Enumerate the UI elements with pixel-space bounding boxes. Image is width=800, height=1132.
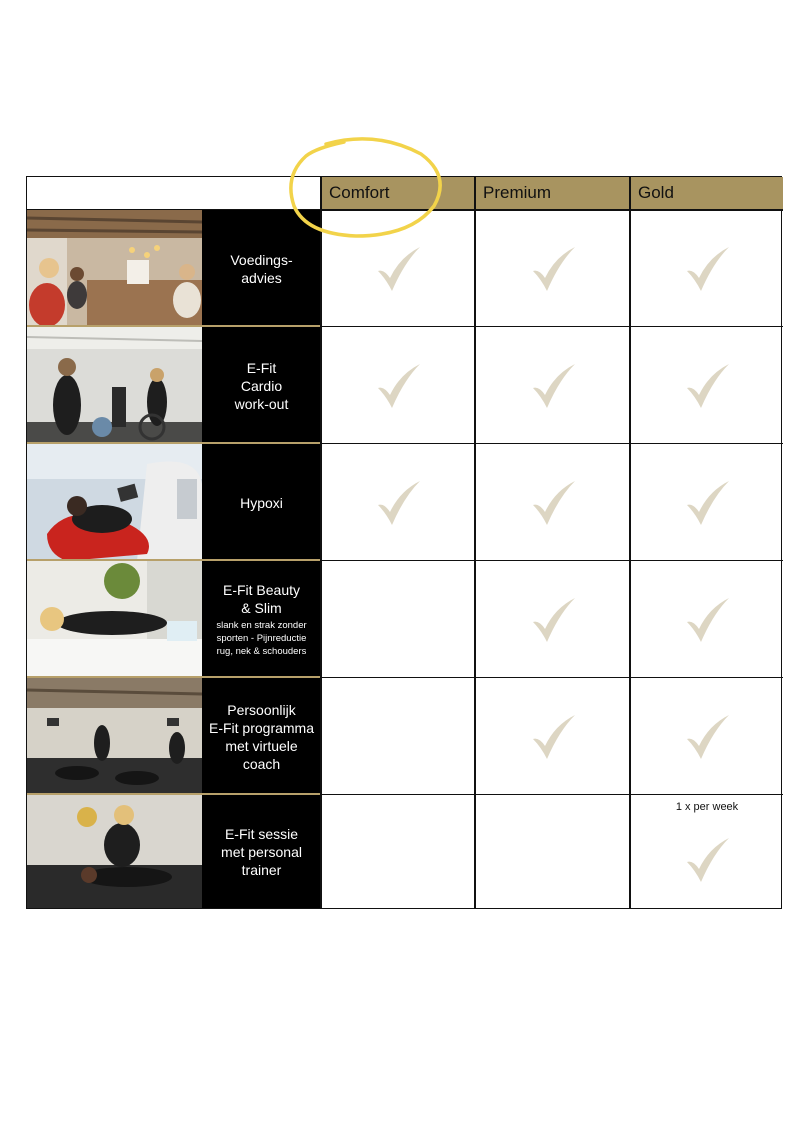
- feature-beauty-slim: E-Fit Beauty & Slim: [222, 582, 301, 616]
- header-blank-cell: [27, 177, 321, 209]
- pricing-comparison-table: [26, 176, 782, 909]
- feature-hypoxi: Hypoxi: [240, 494, 283, 511]
- row-label: [202, 678, 321, 795]
- checkmark-icon-gold: [683, 836, 731, 884]
- photo-hypoxi: [27, 444, 202, 561]
- checkmark-icon-comfort: [374, 479, 422, 527]
- highlight-circle: [286, 136, 446, 241]
- checkmark-icon-comfort: [374, 245, 422, 293]
- row-label: [202, 327, 321, 444]
- table-row: [27, 561, 783, 678]
- header-gold: Gold: [630, 177, 783, 209]
- photo-meeting: [27, 210, 202, 327]
- photo-personal-trainer: [27, 795, 202, 908]
- feature-beauty-slim-description: slank en strak zonder sporten - Pijnreductie rug, nek & schouders: [216, 620, 307, 657]
- feature-voedingsadvies: Voedings- advies: [230, 251, 293, 286]
- feature-personal-trainer: E-Fit sessie met personal trainer: [221, 825, 302, 878]
- photo-virtual-coach: [27, 678, 202, 795]
- checkmark-icon-premium: [529, 362, 577, 410]
- checkmark-icon-premium: [529, 245, 577, 293]
- checkmark-icon-gold: [683, 362, 731, 410]
- feature-cardio: E-Fit Cardio work-out: [234, 359, 289, 412]
- row-label: [202, 795, 321, 908]
- checkmark-icon-gold: [683, 479, 731, 527]
- photo-cardio: [27, 327, 202, 444]
- table-row: [27, 678, 783, 795]
- row-label: [202, 444, 321, 561]
- header-premium: Premium: [475, 177, 630, 209]
- checkmark-icon-premium: [529, 479, 577, 527]
- checkmark-icon-gold: [683, 245, 731, 293]
- checkmark-icon-gold: [683, 596, 731, 644]
- checkmark-icon-premium: [529, 713, 577, 761]
- header-comfort: Comfort: [321, 177, 475, 209]
- feature-virtual-coach: Persoonlijk E-Fit programma met virtuele coach: [208, 701, 315, 772]
- row-label: [202, 561, 321, 678]
- gold-frequency-note: 1 x per week: [675, 801, 739, 813]
- checkmark-icon-gold: [683, 713, 731, 761]
- checkmark-icon-premium: [529, 596, 577, 644]
- photo-beauty-slim: [27, 561, 202, 678]
- checkmark-icon-comfort: [374, 362, 422, 410]
